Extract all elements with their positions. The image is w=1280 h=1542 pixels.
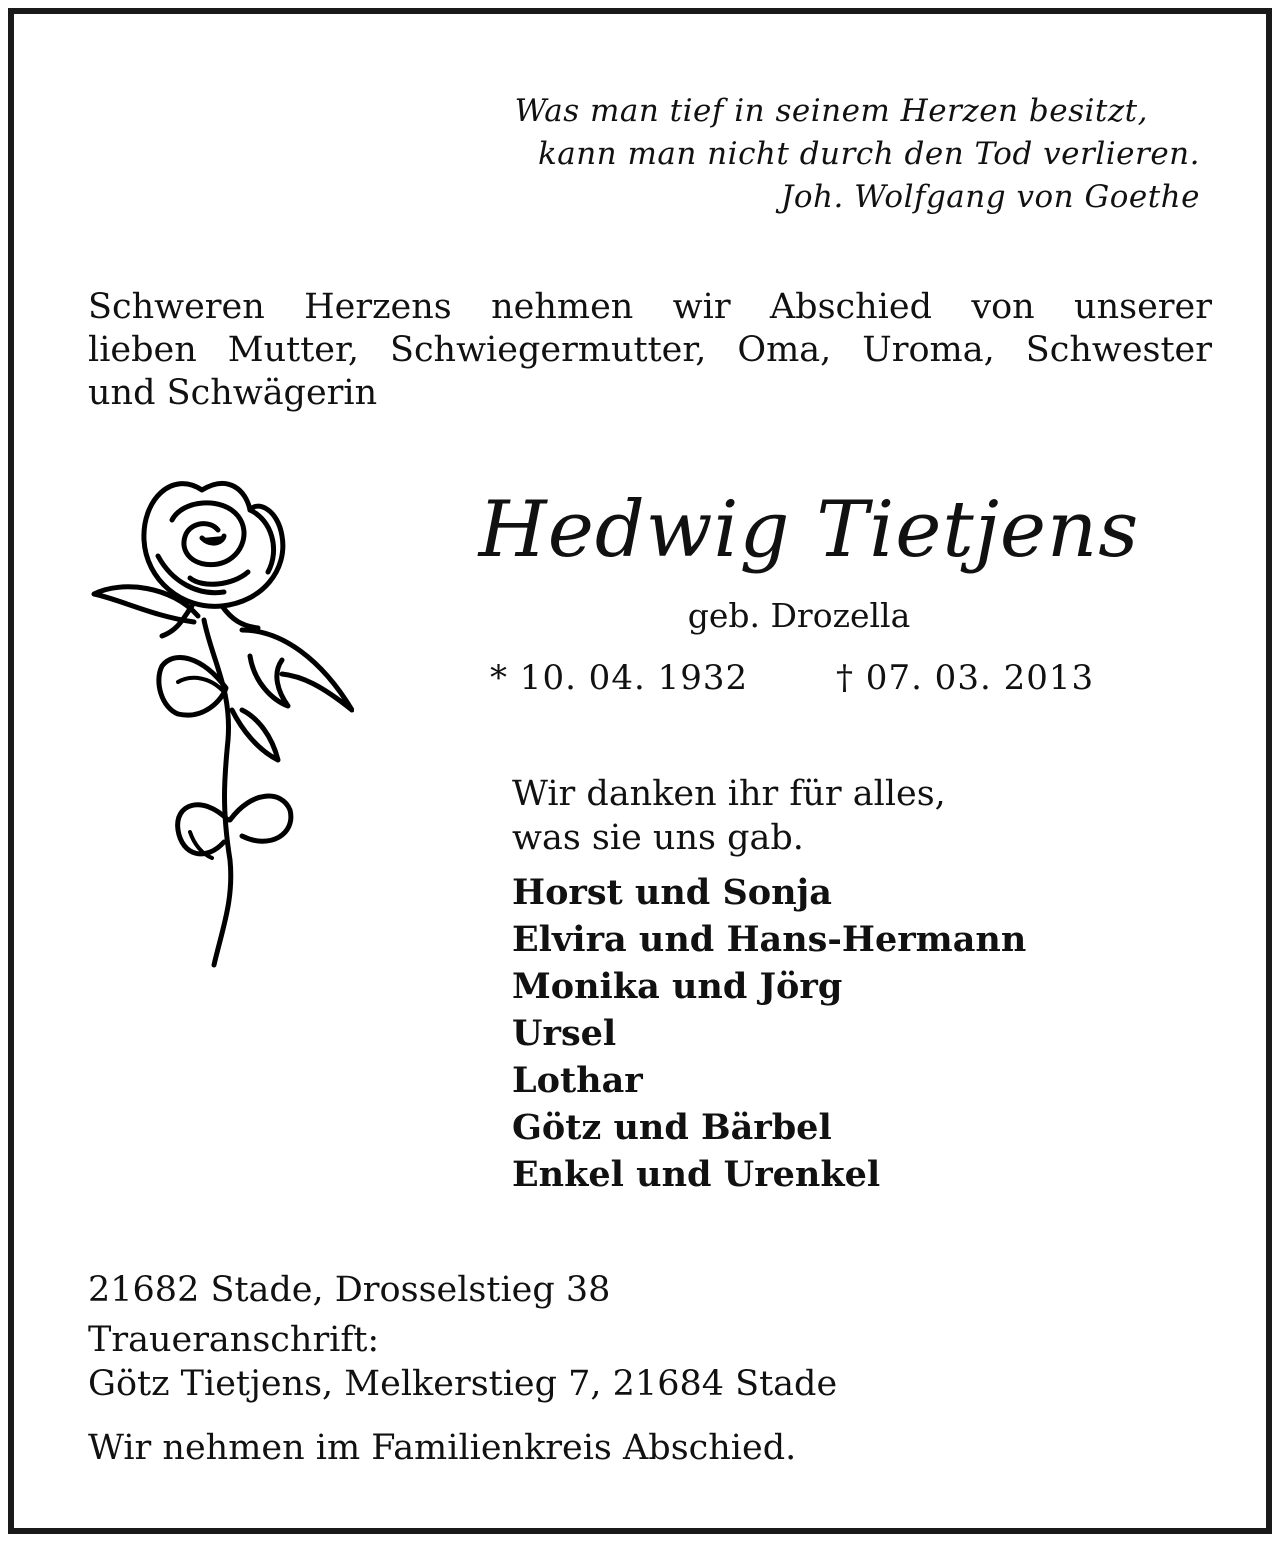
family-member: Enkel und Urenkel — [512, 1154, 881, 1195]
thanks-line-2: was sie uns gab. — [512, 818, 804, 858]
rose-icon — [82, 460, 354, 970]
intro-line-1: Schweren Herzens nehmen wir Abschied von unserer — [88, 287, 1212, 327]
family-member: Ursel — [512, 1013, 617, 1054]
family-member: Elvira und Hans-Hermann — [512, 919, 1027, 960]
mourning-address: Götz Tietjens, Melkerstieg 7, 21684 Stade — [88, 1364, 838, 1404]
intro-line-2: lieben Mutter, Schwiegermutter, Oma, Uroma, Schwester — [88, 330, 1212, 370]
intro-text — [88, 286, 1212, 415]
obituary-notice — [8, 8, 1272, 1534]
quote-line-2: kann man nicht durch den Tod verlieren. — [537, 136, 1200, 172]
mourning-address-label: Traueranschrift: — [88, 1320, 380, 1360]
deceased-name: Hedwig Tietjens — [478, 485, 1140, 575]
life-dates — [490, 656, 1130, 700]
family-member: Horst und Sonja — [512, 872, 832, 913]
home-address: 21682 Stade, Drosselstieg 38 — [88, 1270, 611, 1310]
closing-note: Wir nehmen im Familienkreis Abschied. — [88, 1428, 797, 1468]
family-member: Monika und Jörg — [512, 966, 843, 1007]
goethe-quote — [515, 90, 1200, 219]
address-block — [88, 1268, 837, 1406]
intro-line-3: und Schwägerin — [88, 373, 378, 413]
family-member: Götz und Bärbel — [512, 1107, 832, 1148]
quote-line-1: Was man tief in seinem Herzen besitzt, — [514, 93, 1148, 129]
family-list — [512, 869, 1026, 1198]
birth-name: geb. Drozella — [687, 596, 911, 635]
family-member: Lothar — [512, 1060, 643, 1101]
birth-date: * 10. 04. 1932 — [490, 658, 749, 698]
thanks-line-1: Wir danken ihr für alles, — [512, 774, 946, 814]
quote-author: Joh. Wolfgang von Goethe — [780, 179, 1200, 215]
death-date: † 07. 03. 2013 — [836, 658, 1095, 698]
thanks-text — [512, 772, 946, 860]
